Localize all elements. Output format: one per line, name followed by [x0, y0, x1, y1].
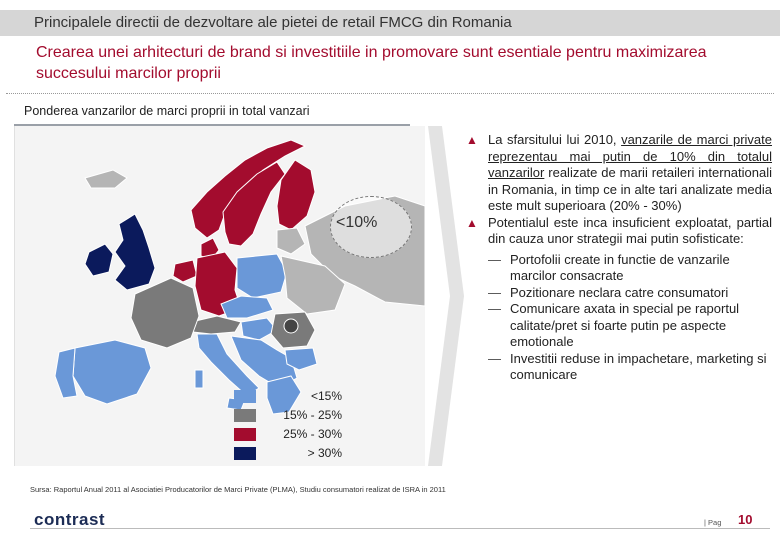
- page-title: Principalele directii de dezvoltare ale pietei de retail FMCG din Romania: [34, 14, 512, 31]
- bullet-triangle-icon: ▲: [466, 215, 478, 230]
- sub-bullet-item: [466, 351, 772, 384]
- map-region-portugal: [55, 348, 77, 398]
- sub-bullet-list: [466, 252, 772, 384]
- map-region-baltics: [277, 228, 305, 254]
- sub-bullet-text: Portofolii create in functie de vanzarile marcilor consacrate: [510, 251, 730, 283]
- europe-map: [15, 126, 425, 466]
- legend-label: > 30%: [307, 446, 342, 460]
- bullet-item: [466, 215, 772, 248]
- bullet-triangle-icon: ▲: [466, 133, 478, 147]
- divider: [6, 93, 774, 94]
- bullet-list: [466, 132, 772, 384]
- legend-label: 25% - 30%: [283, 427, 342, 441]
- sub-bullet-item: [466, 285, 772, 302]
- sub-bullet-item: [466, 252, 772, 285]
- chevron-arrow-icon: [428, 126, 464, 466]
- dash-icon: —: [488, 284, 501, 300]
- map-region-spain: [73, 340, 151, 404]
- legend-item: [234, 445, 354, 464]
- map-legend: [234, 388, 354, 464]
- sub-bullet-text: Investitii reduse in impachetare, marketing si comunicare: [510, 350, 767, 382]
- company-logo: contrast: [34, 510, 106, 529]
- footer-divider: [30, 528, 770, 529]
- dash-icon: —: [488, 301, 501, 316]
- legend-swatch: [234, 447, 256, 460]
- legend-item: [234, 426, 354, 445]
- page-number: 10: [738, 512, 753, 527]
- map-region-poland: [237, 254, 287, 298]
- map-region-sardinia: [195, 370, 203, 388]
- dash-icon: —: [488, 350, 501, 366]
- header-bar: [0, 10, 780, 36]
- map-title: Ponderea vanzarilor de marci proprii in total vanzari: [24, 104, 310, 118]
- map-region-iceland: [85, 170, 127, 188]
- legend-swatch: [234, 390, 256, 403]
- sub-bullet-text: Comunicare axata in special pe raportul calitate/pret si foarte putin pe aspecte emotionale: [510, 301, 740, 349]
- legend-item: [234, 388, 354, 407]
- sub-bullet-item: [466, 301, 772, 351]
- bullet-text: realizate de marii retaileri internationali in Romania, in timp ce in alte tari analizate media este mult superioara (20% - 30%): [488, 165, 772, 213]
- dash-icon: —: [488, 251, 501, 267]
- europe-map-panel: [14, 126, 425, 466]
- bullet-text-underlined: vanzarile de marci private reprezentau mai putin de 10% din totalul vanzarilor: [488, 132, 772, 180]
- legend-label: 15% - 25%: [283, 408, 342, 422]
- sub-bullet-text: Pozitionare neclara catre consumatori: [510, 284, 729, 300]
- bullet-text: Potentialul este inca insuficient exploatat, partial din cauza unor strategii mai putin sofisticate:: [488, 214, 772, 246]
- bullet-text: La sfarsitului lui 2010,: [488, 132, 622, 147]
- page-label: | Pag: [704, 518, 722, 527]
- legend-item: [234, 407, 354, 426]
- bullet-item: [466, 132, 772, 215]
- source-note: Sursa: Raportul Anual 2011 al Asociatiei Producatorilor de Marci Private (PLMA), Studiu consumatori realizat de ISRA in 2011: [30, 485, 446, 494]
- legend-swatch: [234, 409, 256, 422]
- map-region-uk: [115, 214, 155, 290]
- legend-swatch: [234, 428, 256, 441]
- map-region-benelux: [173, 260, 197, 282]
- slide-subtitle: Crearea unei arhitecturi de brand si investitiile in promovare sunt esentiale pentru maximizarea succesului marcilor proprii: [36, 44, 707, 82]
- legend-label: <15%: [310, 389, 342, 403]
- map-region-france: [131, 278, 199, 348]
- romania-marker: [284, 319, 298, 333]
- map-region-ireland: [85, 244, 113, 276]
- romania-callout-label: <10%: [336, 214, 378, 231]
